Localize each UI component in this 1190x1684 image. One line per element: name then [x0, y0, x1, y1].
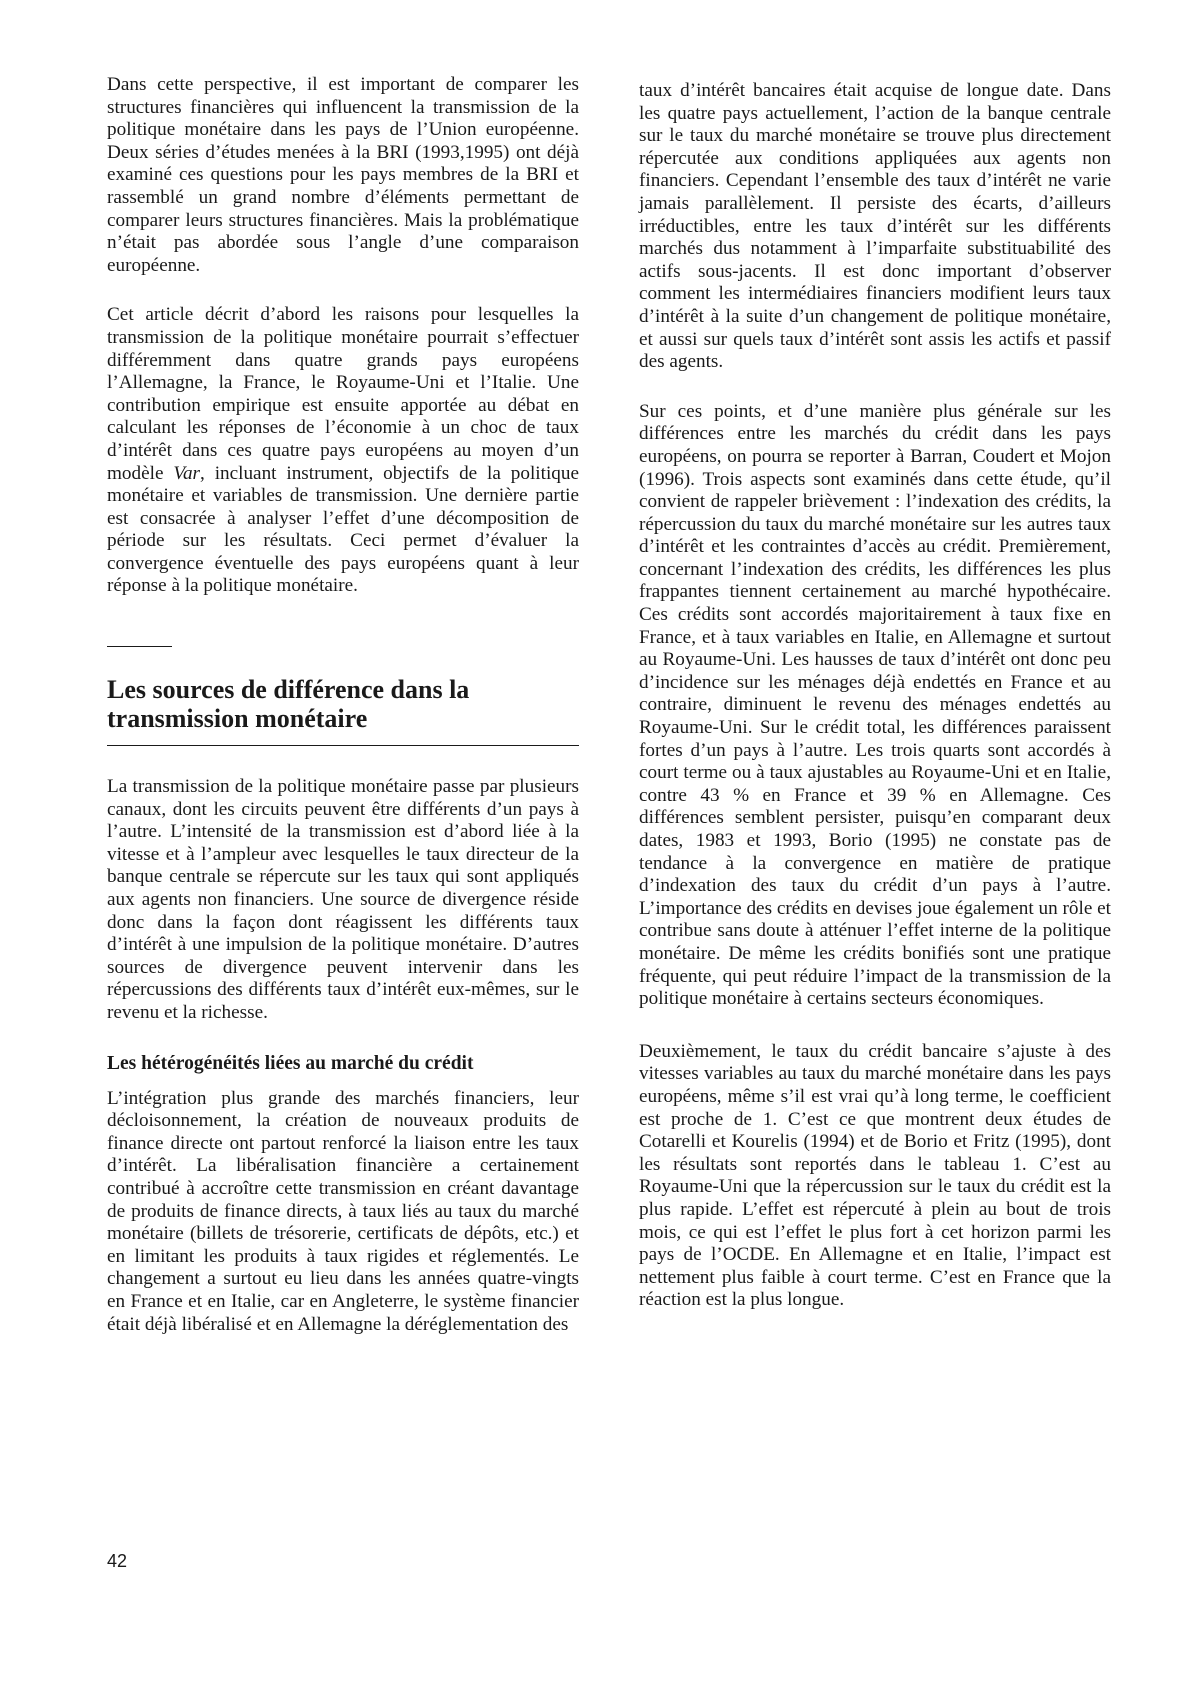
paragraph-transmission-channels: La transmission de la politique monétaire passe par plusieurs canaux, dont les circuits peuvent être différents d’un pays à l’autre. L’intensité de la transmission est d’abord liée à la vitesse et à l’ampleur avec lesquelles le taux directeur de la banque centrale se répercute sur les taux qui sont appliqués aux agents non financiers. Une source de divergence réside donc dans la façon dont réagissent les différents taux d’intérêt à une impulsion de la politique monétaire. D’autres sources de divergence peuvent intervenir dans les répercussions des différents taux d’intérêt eux-mêmes, sur le revenu et la richesse.: [107, 776, 579, 1023]
right-column: [639, 80, 1111, 1312]
var-model-italic: Var: [173, 462, 201, 484]
subsection-heading: Les hétérogénéités liées au marché du crédit: [107, 1052, 474, 1074]
page-number: 42: [107, 1551, 128, 1571]
paragraph-credit-indexation: Sur ces points, et d’une manière plus générale sur les différences entre les marchés du crédit dans les pays européens, on pourra se reporter à Barran, Coudert et Mojon (1996). Trois aspects sont examinés dans cette étude, qu’il convient de rappeler brièvement : l’indexation des crédits, la répercussion du taux du marché monétaire sur les autres taux d’intérêt et les contraintes d’accès au crédit. Premièrement, concernant l’indexation des crédits, les différences les plus frappantes tiennent certainement au marché hypothécaire. Ces crédits sont accordés majoritairement à taux fixe en France, et à taux variables en Italie, en Allemagne et surtout au Royaume-Uni. Les hausses de taux d’intérêt ont donc peu d’incidence sur les ménages déjà endettés en France et au contraire, diminuent le revenu des ménages endettés au Royaume-Uni. Sur le crédit total, les différences paraissent fortes d’un pays à l’autre. Les trois quarts sont accordés à court terme ou à taux ajustables au Royaume-Uni et en Italie, contre 43 % en France et 39 % en Allemagne. Ces différences semblent persister, puisqu’en comparant deux dates, 1983 et 1993, Borio (1995) ne constate pas de tendance à la convergence en matière de pratique d’indexation des taux du crédit d’un pays à l’autre. L’importance des crédits en devises joue également un rôle et contribue sans doute à atténuer l’effet interne de la politique monétaire. De même les crédits bonifiés sont une pratique fréquente, qui peut réduire l’impact de la transmission de la politique monétaire à certains secteurs économiques.: [639, 400, 1111, 1010]
left-column: [107, 74, 579, 1336]
section-title-line1: Les sources de différence dans la: [107, 675, 470, 705]
paragraph-perspective: Dans cette perspective, il est important de comparer les structures financières qui influencent la transmission de la politique monétaire dans les pays de l’Union européenne. Deux séries d’études menées à la BRI (1993,1995) ont déjà examiné ces questions pour les pays membres de la BRI et rassemblé un grand nombre d’éléments permettant de comparer leurs structures financières. Mais la problématique n’était pas abordée sous l’angle d’une comparaison européenne.: [107, 74, 579, 276]
paragraph-article-outline-part1: Cet article décrit d’abord les raisons pour lesquelles la transmission de la politique monétaire pourrait s’effectuer différemment dans quatre grands pays européens l’Allemagne, la France, le Royaume-Uni et l’Italie. Une contribution empirique est ensuite apportée au débat en calculant les réponses de l’économie à un choc de taux d’intérêt dans ces quatre pays européens au moyen d’un modèle: [107, 304, 579, 484]
paragraph-bank-rates: taux d’intérêt bancaires était acquise de longue date. Dans les quatre pays actuellement, l’action de la banque centrale sur le taux du marché monétaire se trouve plus directement répercutée aux conditions appliquées aux agents non financiers. Cependant l’ensemble des taux d’intérêt ne varie jamais parallèlement. Il persiste des écarts, d’ailleurs irréductibles, entre les taux d’intérêt sur les différents marchés dus notamment à l’imparfaite substituabilité des actifs sous-jacents. Il est donc important d’observer comment les intermédiaires financiers modifient leurs taux d’intérêt à la suite d’un changement de politique monétaire, et aussi sur quels taux d’intérêt sont assis les actifs et passif des agents.: [639, 80, 1111, 373]
paragraph-credit-rate-adjustment: Deuxièmement, le taux du crédit bancaire s’ajuste à des vitesses variables au taux du marché monétaire dans les pays européens, même s’il est vrai qu’à long terme, le coefficient est proche de 1. C’est ce que montrent deux études de Cotarelli et Kourelis (1994) et de Borio et Fritz (1995), dont les résultats sont reportés dans le tableau 1. C’est au Royaume-Uni que la répercussion sur le taux du crédit est la plus rapide. L’effet est répercuté à plein au bout de trois mois, ce qui est l’effet le plus fort à cet horizon parmi les pays de l’OCDE. En Allemagne et en Italie, l’impact est nettement plus faible à court terme. C’est en France que la réaction est la plus longue.: [639, 1040, 1111, 1311]
paragraph-article-outline: [107, 304, 579, 598]
section-rule-short: [107, 646, 172, 647]
section-title: [107, 675, 579, 733]
paragraph-market-integration: L’intégration plus grande des marchés financiers, leur décloisonnement, la création de nouveaux produits de finance directe ont partout renforcé la liaison entre les taux d’intérêt. La libéralisation financière a certainement contribué à accroître cette transmission en créant davantage de produits de finance directs, à taux liés au taux du marché monétaire (billets de trésorerie, certificats de dépôts, etc.) et en limitant les produits à taux rigides et réglementés. Le changement a surtout eu lieu dans les années quatre-vingts en France et en Italie, car en Angleterre, le système financier était déjà libéralisé et en Allemagne la déréglementation des: [107, 1087, 579, 1335]
paragraph-article-outline-part2: , incluant instrument, objectifs de la politique monétaire et variables de transmission. Une dernière partie est consacrée à analyser l’effet d’une décomposition de période sur les résultats. Ceci permet d’évaluer la convergence éventuelle des pays européens quant à leur réponse à la politique monétaire.: [107, 462, 579, 597]
section-title-line2: transmission monétaire: [107, 704, 368, 734]
